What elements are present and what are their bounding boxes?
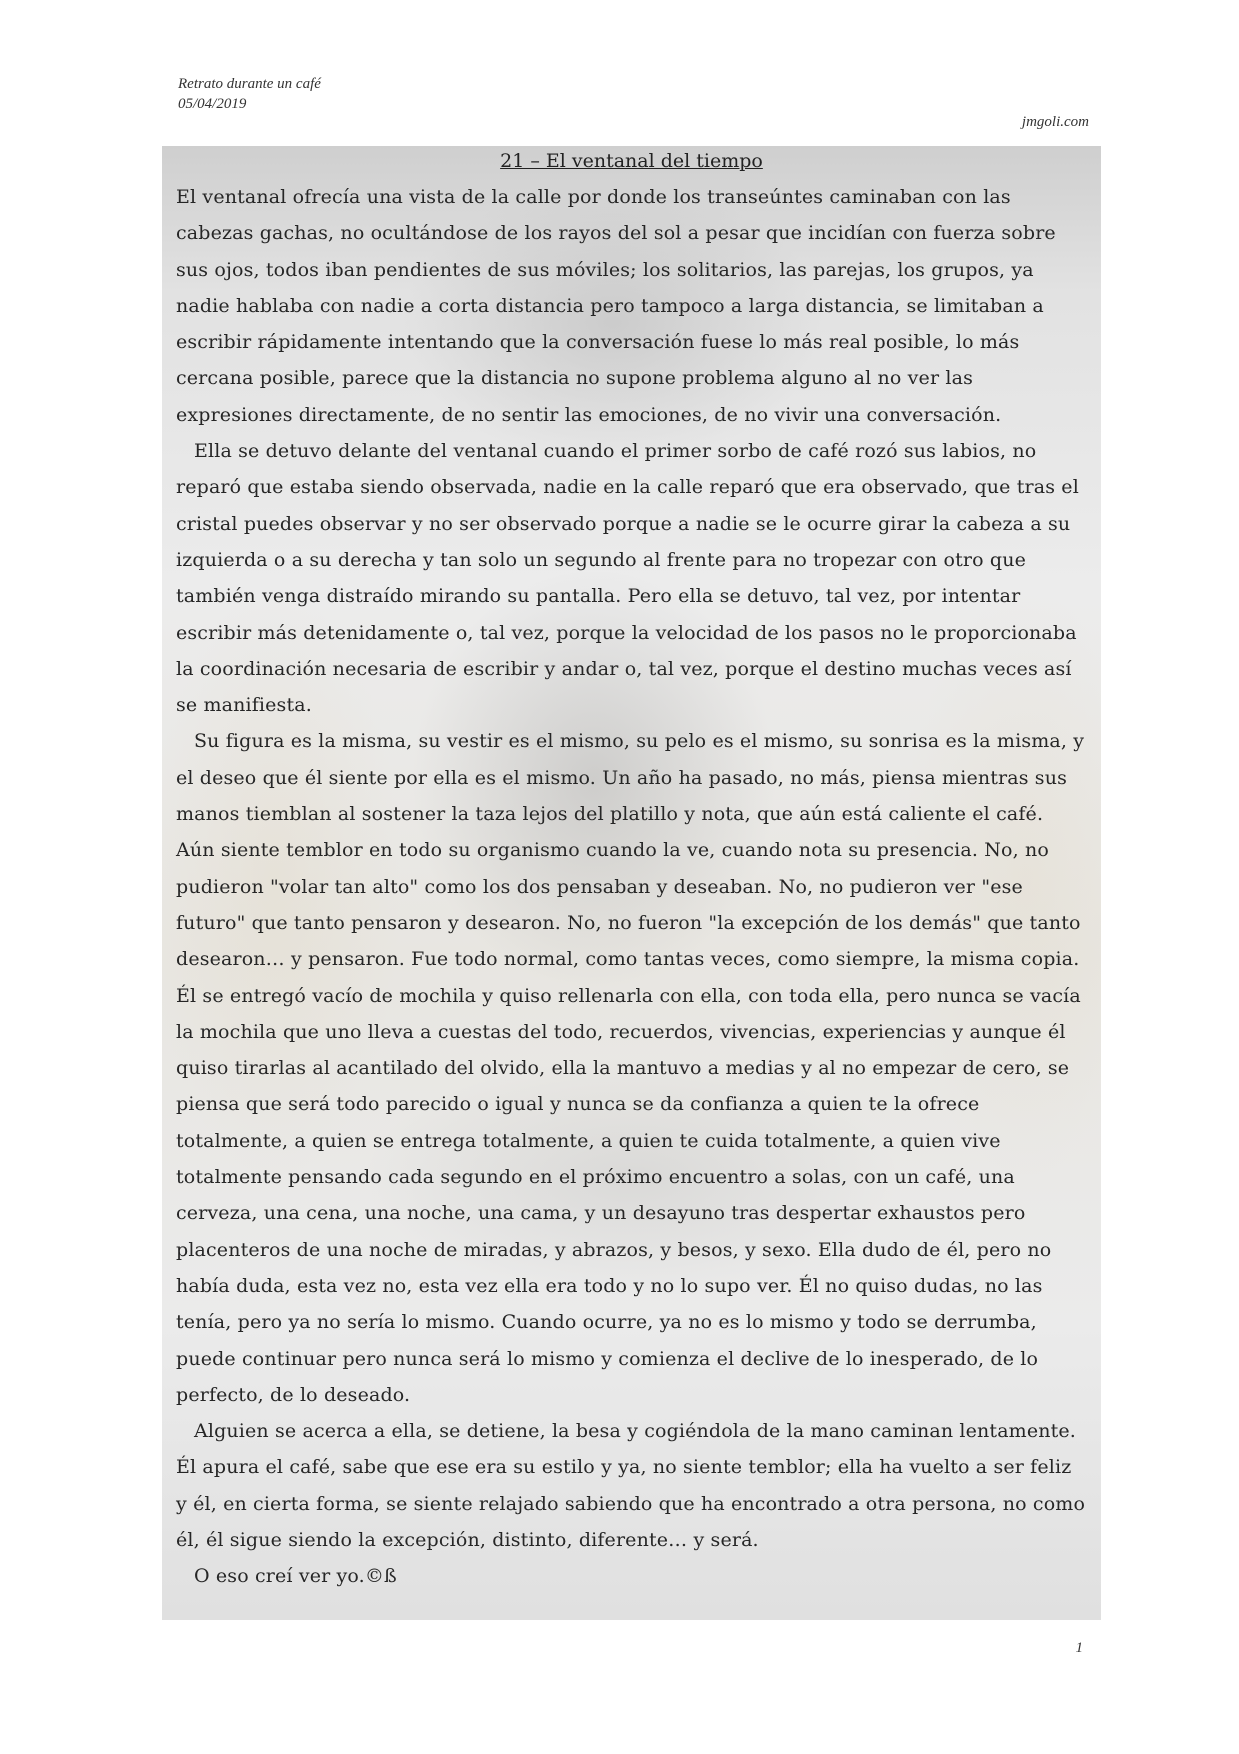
chapter-title: 21 – El ventanal del tiempo [500, 150, 763, 172]
document-date: 05/04/2019 [178, 96, 247, 112]
story-body [162, 179, 1101, 1595]
paragraph-4: Alguien se acerca a ella, se detiene, la besa y cogiéndola de la mano caminan lentamente. Él apura el café, sabe que ese era su estilo y ya, no siente temblor; ella ha vuelto a ser feliz y él, en cierta forma, se siente relajado sabiendo que ha encontrado a otra persona, no como él, él sigue siendo la excepción, distinto, diferente… y será. [176, 1420, 1086, 1551]
paragraph-3: Su figura es la misma, su vestir es el mismo, su pelo es el mismo, su sonrisa es la misma, y el deseo que él siente por ella es el mismo. Un año ha pasado, no más, piensa mientras sus manos tiemblan al sostener la taza lejos del platillo y nota, que aún está caliente el café. Aún siente temblor en todo su organismo cuando la ve, cuando nota su presencia. No, no pudieron "volar tan alto" como los dos pensaban y deseaban. No, no pudieron ver "ese futuro" que tanto pensaron y desearon. No, no fueron "la excepción de los demás" que tanto desearon… y pensaron. Fue todo normal, como tantas veces, como siempre, la misma copia. Él se entregó vacío de mochila y quiso rellenarla con ella, con toda ella, pero nunca se vacía la mochila que uno lleva a cuestas del todo, recuerdos, vivencias, experiencias y aunque él quiso tirarlas al acantilado del olvido, ella la mantuvo a medias y al no empezar de cero, se piensa que será todo parecido o igual y nunca se da confianza a quien te la ofrece totalmente, a quien se entrega totalmente, a quien te cuida totalmente, a quien vive totalmente pensando cada segundo en el próximo encuentro a solas, con un café, una cerveza, una cena, una noche, una cama, y un desayuno tras despertar exhaustos pero placenteros de una noche de miradas, y abrazos, y besos, y sexo. Ella dudo de él, pero no había duda, esta vez no, esta vez ella era todo y no lo supo ver. Él no quiso dudas, no las tenía, pero ya no sería lo mismo. Cuando ocurre, ya no es lo mismo y todo se derrumba, puede continuar pero nunca será lo mismo y comienza el declive de lo inesperado, de lo perfecto, de lo deseado. [176, 730, 1085, 1406]
site-name: jmgoli.com [1021, 114, 1089, 130]
document-title: Retrato durante un café [178, 76, 321, 92]
paragraph-5: O eso creí ver yo.©ß [194, 1565, 397, 1588]
paragraph-2: Ella se detuvo delante del ventanal cuando el primer sorbo de café rozó sus labios, no reparó que estaba siendo observada, nadie en la calle reparó que era observado, que tras el cristal puedes observar y no ser observado porque a nadie se le ocurre girar la cabeza a su izquierda o a su derecha y tan solo un segundo al frente para no tropezar con otro que también venga distraído mirando su pantalla. Pero ella se detuvo, tal vez, por intentar escribir más detenidamente o, tal vez, porque la velocidad de los pasos no le proporcionaba la coordinación necesaria de escribir y andar o, tal vez, porque el destino muchas veces así se manifiesta. [176, 440, 1079, 717]
document-header [178, 74, 321, 114]
story-content-box [162, 146, 1101, 1620]
paragraph-1: El ventanal ofrecía una vista de la calle por donde los transeúntes caminaban con las cabezas gachas, no ocultándose de los rayos del sol a pesar que incidían con fuerza sobre sus ojos, todos iban pendientes de sus móviles; los solitarios, las parejas, los grupos, ya nadie hablaba con nadie a corta distancia pero tampoco a larga distancia, se limitaban a escribir rápidamente intentando que la conversación fuese lo más real posible, lo más cercana posible, parece que la distancia no supone problema alguno al no ver las expresiones directamente, de no sentir las emociones, de no vivir una conversación. [176, 186, 1056, 426]
page-number: 1 [1075, 1640, 1083, 1656]
